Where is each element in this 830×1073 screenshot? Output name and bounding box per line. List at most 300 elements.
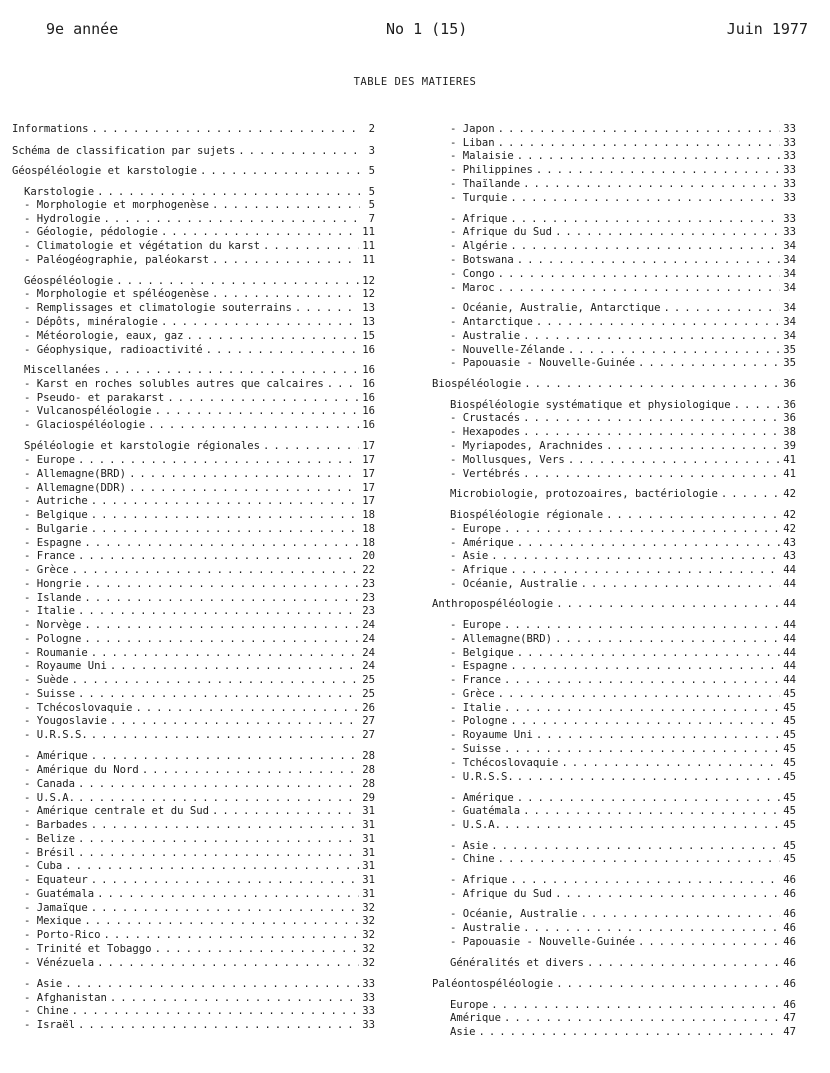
toc-entry-label: Schéma de classification par sujets — [12, 145, 236, 157]
toc-entry-page: 31 — [362, 888, 375, 900]
toc-entry-label: - Royaume Uni — [450, 729, 533, 741]
dot-leader — [536, 316, 780, 329]
toc-entry-label: - Myriapodes, Arachnides — [450, 440, 604, 452]
toc-entry-page: 32 — [362, 915, 375, 927]
dot-leader — [498, 268, 781, 281]
dot-leader — [536, 164, 780, 177]
toc-entry-label: - Mexique — [24, 915, 82, 927]
dot-leader — [510, 660, 780, 673]
toc-entry-page: 31 — [362, 805, 375, 817]
toc-entry-page: 33 — [783, 137, 796, 149]
toc-entry — [450, 537, 796, 550]
toc-entry — [450, 412, 796, 425]
toc-entry-label: - Asie — [450, 550, 489, 562]
toc-entry-page: 12 — [362, 275, 375, 287]
dot-leader — [523, 412, 780, 425]
toc-entry-page: 20 — [362, 550, 375, 562]
toc-entry-label: - Vertébrés — [450, 468, 521, 480]
toc-entry-page: 33 — [362, 992, 375, 1004]
toc-entry — [450, 999, 796, 1012]
toc-entry-page: 33 — [783, 150, 796, 162]
toc-entry-label: - Allemagne(BRD) — [450, 633, 553, 645]
toc-entry-page: 44 — [783, 578, 796, 590]
toc-entry — [450, 874, 796, 887]
toc-entry-page: 41 — [783, 468, 796, 480]
toc-entry-label: - Amérique du Nord — [24, 764, 139, 776]
toc-entry-label: Miscellanées — [24, 364, 101, 376]
toc-entry-page: 2 — [368, 123, 375, 135]
toc-entry — [450, 792, 796, 805]
toc-entry-page: 13 — [362, 316, 375, 328]
toc-entry-page: 23 — [362, 578, 375, 590]
toc-entry-page: 46 — [783, 936, 796, 948]
dot-leader — [498, 853, 781, 866]
toc-entry — [450, 936, 796, 949]
toc-entry-label: - Botswana — [450, 254, 514, 266]
toc-entry — [432, 378, 796, 391]
dot-leader — [523, 178, 780, 191]
toc-entry — [450, 426, 796, 439]
toc-entry-page: 13 — [362, 302, 375, 314]
toc-entry-label: - Congo — [450, 268, 495, 280]
dot-leader — [638, 936, 780, 949]
toc-entry-label: - Guatémala — [24, 888, 95, 900]
toc-entry — [450, 523, 796, 536]
toc-entry-page: 33 — [362, 1019, 375, 1031]
toc-entry-label: - Pseudo- et parakarst — [24, 392, 165, 404]
toc-entry — [450, 619, 796, 632]
toc-entry-label: - Guatémala — [450, 805, 521, 817]
dot-leader — [498, 688, 781, 701]
toc-entry-label: - Belgique — [450, 647, 514, 659]
toc-entry-page: 33 — [783, 226, 796, 238]
toc-entry-label: Informations — [12, 123, 89, 135]
toc-entry-page: 47 — [783, 1012, 796, 1024]
toc-entry-page: 33 — [783, 164, 796, 176]
toc-entry-page: 44 — [783, 660, 796, 672]
toc-entry-label: - Asie — [450, 840, 489, 852]
toc-entry — [450, 137, 796, 150]
toc-entry — [450, 840, 796, 853]
dot-leader — [523, 330, 780, 343]
toc-entry — [450, 660, 796, 673]
toc-entry-page: 24 — [362, 619, 375, 631]
toc-entry-label: - Roumanie — [24, 647, 88, 659]
toc-entry — [450, 729, 796, 742]
toc-entry-label: Géospéléologie — [24, 275, 114, 287]
dot-leader — [663, 302, 780, 315]
toc-entry-label: - Malaisie — [450, 150, 514, 162]
toc-entry-page: 27 — [362, 715, 375, 727]
toc-entry-page: 18 — [362, 537, 375, 549]
toc-entry-page: 44 — [783, 633, 796, 645]
toc-entry — [450, 1026, 796, 1039]
dot-leader — [734, 399, 781, 412]
toc-entry — [450, 702, 796, 715]
toc-entry-page: 32 — [362, 929, 375, 941]
toc-entry — [450, 819, 796, 832]
toc-entry-page: 5 — [368, 165, 375, 177]
toc-entry-page: 32 — [362, 902, 375, 914]
toc-entry-label: - Maroc — [450, 282, 495, 294]
toc-entry — [450, 957, 796, 970]
toc-entry-page: 17 — [362, 468, 375, 480]
toc-entry-label: - Allemagne(DDR) — [24, 482, 127, 494]
toc-entry — [450, 344, 796, 357]
dot-leader — [523, 426, 780, 439]
dot-leader — [510, 564, 780, 577]
dot-leader — [606, 509, 780, 522]
toc-entry-label: - Islande — [24, 592, 82, 604]
toc-entry-label: - Australie — [450, 922, 521, 934]
toc-entry-label: - Karst en roches solubles autres que calcaires — [24, 378, 324, 390]
toc-entry-label: - Tchécoslovaquie — [24, 702, 133, 714]
toc-entry-label: - U.S.A. — [450, 819, 502, 831]
dot-leader — [491, 999, 780, 1012]
toc-entry-page: 46 — [783, 922, 796, 934]
toc-entry-page: 44 — [783, 619, 796, 631]
toc-entry-page: 17 — [362, 495, 375, 507]
toc-entry-page: 16 — [362, 344, 375, 356]
toc-entry-label: - Bulgarie — [24, 523, 88, 535]
toc-entry-label: - Europe — [450, 619, 502, 631]
toc-entry-page: 23 — [362, 605, 375, 617]
toc-entry-page: 34 — [783, 282, 796, 294]
toc-entry — [450, 1012, 796, 1025]
toc-entry — [450, 213, 796, 226]
toc-entry — [450, 633, 796, 646]
toc-entry-label: - Italie — [24, 605, 76, 617]
toc-entry-page: 16 — [362, 364, 375, 376]
toc-entry-label: - Belgique — [24, 509, 88, 521]
toc-entry-page: 31 — [362, 874, 375, 886]
toc-entry — [450, 688, 796, 701]
toc-entry-page: 15 — [362, 330, 375, 342]
toc-entry-page: 46 — [783, 888, 796, 900]
toc-entry-page: 11 — [362, 240, 375, 252]
toc-entry-page: 45 — [783, 840, 796, 852]
toc-entry — [450, 440, 796, 453]
dot-leader — [555, 226, 780, 239]
dot-leader — [510, 715, 780, 728]
toc-entry-page: 45 — [783, 743, 796, 755]
dot-leader — [606, 440, 780, 453]
toc-entry-page: 25 — [362, 674, 375, 686]
toc-entry-label: - Afrique — [450, 564, 508, 576]
toc-entry-label: - Papouasie - Nouvelle-Guinée — [450, 357, 635, 369]
toc-entry-label: - Glaciospéléologie — [24, 419, 146, 431]
toc-entry-page: 3 — [368, 145, 375, 157]
toc-entry-page: 45 — [783, 729, 796, 741]
toc-entry-page: 24 — [362, 660, 375, 672]
toc-entry — [450, 192, 796, 205]
toc-entry-page: 17 — [362, 454, 375, 466]
dot-leader — [517, 150, 780, 163]
dot-leader — [517, 254, 780, 267]
toc-entry-page: 16 — [362, 378, 375, 390]
toc-entry-label: - Hexapodes — [450, 426, 521, 438]
toc-entry-label: - Vénézuela — [24, 957, 95, 969]
toc-entry-label: - Grèce — [450, 688, 495, 700]
toc-entry-page: 22 — [362, 564, 375, 576]
dot-leader — [561, 757, 780, 770]
toc-entry-page: 34 — [783, 330, 796, 342]
toc-entry-label: - Crustacés — [450, 412, 521, 424]
toc-entry-label: Europe — [450, 999, 489, 1011]
toc-entry-page: 35 — [783, 344, 796, 356]
toc-entry-page: 32 — [362, 943, 375, 955]
toc-entry — [450, 282, 796, 295]
toc-entry-page: 42 — [783, 509, 796, 521]
toc-entry-label: Karstologie — [24, 186, 95, 198]
dot-leader — [581, 908, 781, 921]
toc-entry-label: - Turquie — [450, 192, 508, 204]
toc-entry-page: 45 — [783, 819, 796, 831]
toc-entry-page: 45 — [783, 715, 796, 727]
toc-entry — [450, 123, 796, 136]
toc-entry — [450, 268, 796, 281]
toc-entry — [450, 240, 796, 253]
toc-entry-page: 31 — [362, 819, 375, 831]
toc-entry-label: - Cuba — [24, 860, 63, 872]
toc-entry-label: - Thaïlande — [450, 178, 521, 190]
toc-entry-label: - Tchécoslovaquie — [450, 757, 559, 769]
dot-leader — [504, 743, 780, 756]
toc-entry-page: 43 — [783, 537, 796, 549]
toc-entry-page: 46 — [783, 978, 796, 990]
toc-entry-page: 33 — [783, 123, 796, 135]
toc-entry-label: - Espagne — [450, 660, 508, 672]
dot-leader — [504, 702, 780, 715]
toc-entry-label: - Climatologie et végétation du karst — [24, 240, 260, 252]
toc-entry-page: 31 — [362, 847, 375, 859]
toc-entry-label: - Suisse — [450, 743, 502, 755]
toc-entry-label: - Grèce — [24, 564, 69, 576]
toc-entry-label: - Porto-Rico — [24, 929, 101, 941]
toc-entry-page: 34 — [783, 268, 796, 280]
toc-entry-label: - Mollusques, Vers — [450, 454, 565, 466]
toc-entry-label: - Remplissages et climatologie souterrains — [24, 302, 292, 314]
dot-leader — [517, 771, 780, 784]
toc-entry-label: Asie — [450, 1026, 476, 1038]
toc-entry-page: 16 — [362, 405, 375, 417]
toc-entry-page: 35 — [783, 357, 796, 369]
toc-entry-label: - Chine — [450, 853, 495, 865]
toc-entry-page: 24 — [362, 647, 375, 659]
toc-entry-page: 38 — [783, 426, 796, 438]
toc-entry-page: 45 — [783, 792, 796, 804]
dot-leader — [523, 468, 780, 481]
toc-entry-page: 41 — [783, 454, 796, 466]
toc-entry-page: 47 — [783, 1026, 796, 1038]
toc-entry-page: 23 — [362, 592, 375, 604]
issue-date: Juin 1977 — [726, 20, 808, 38]
dot-leader — [504, 1012, 780, 1025]
toc-entry — [450, 488, 796, 501]
toc-entry-label: - Algérie — [450, 240, 508, 252]
toc-entry — [450, 647, 796, 660]
toc-entry — [450, 743, 796, 756]
toc-entry-page: 46 — [783, 957, 796, 969]
toc-entry-label: - Belize — [24, 833, 76, 845]
dot-leader — [587, 957, 780, 970]
toc-entry-page: 11 — [362, 254, 375, 266]
toc-entry-label: - Asie — [24, 978, 63, 990]
toc-entry-page: 31 — [362, 860, 375, 872]
toc-entry-label: - Norvège — [24, 619, 82, 631]
toc-entry-label: - Espagne — [24, 537, 82, 549]
toc-entry-page: 45 — [783, 805, 796, 817]
dot-leader — [638, 357, 780, 370]
page-title: TABLE DES MATIERES — [353, 76, 477, 88]
toc-entry-label: - Suède — [24, 674, 69, 686]
toc-entry-label: - Paléogéographie, paléokarst — [24, 254, 209, 266]
toc-entry-label: - Vulcanospéléologie — [24, 405, 152, 417]
toc-entry-label: - Dépôts, minéralogie — [24, 316, 158, 328]
toc-entry-label: - Afrique du Sud — [450, 226, 553, 238]
toc-entry-page: 33 — [783, 213, 796, 225]
toc-entry-label: - Israël — [24, 1019, 76, 1031]
toc-entry-page: 33 — [362, 1005, 375, 1017]
toc-entry-page: 17 — [362, 482, 375, 494]
issue-number: No 1 (15) — [386, 20, 468, 38]
toc-entry — [450, 805, 796, 818]
toc-entry-label: - Pologne — [24, 633, 82, 645]
toc-entry — [450, 330, 796, 343]
dot-leader — [498, 282, 781, 295]
toc-entry-label: - Equateur — [24, 874, 88, 886]
toc-entry-page: 32 — [362, 957, 375, 969]
toc-entry-label: Biospéléologie systématique et physiologique — [450, 399, 731, 411]
toc-entry-label: - Liban — [450, 137, 495, 149]
toc-entry-page: 18 — [362, 523, 375, 535]
toc-entry-page: 27 — [362, 729, 375, 741]
dot-leader — [498, 123, 781, 136]
toc-entry-page: 33 — [783, 192, 796, 204]
toc-entry-label: - Papouasie - Nouvelle-Guinée — [450, 936, 635, 948]
toc-entry-label: Biospéléologie régionale — [450, 509, 604, 521]
toc-entry — [450, 757, 796, 770]
dot-leader — [479, 1026, 781, 1039]
dot-leader — [504, 523, 780, 536]
toc-entry-page: 36 — [783, 378, 796, 390]
toc-entry — [450, 254, 796, 267]
toc-entry-page: 18 — [362, 509, 375, 521]
toc-entry-page: 42 — [783, 523, 796, 535]
toc-entry-page: 44 — [783, 564, 796, 576]
dot-leader — [517, 647, 780, 660]
dot-leader — [491, 840, 780, 853]
toc-entry-label: Géospéléologie et karstologie — [12, 165, 197, 177]
dot-leader — [498, 137, 781, 150]
toc-entry-label: - Royaume Uni — [24, 660, 107, 672]
toc-entry-page: 44 — [783, 647, 796, 659]
toc-entry — [450, 454, 796, 467]
toc-entry-page: 16 — [362, 419, 375, 431]
dot-leader — [524, 378, 780, 391]
toc-entry-label: - Hydrologie — [24, 213, 101, 225]
toc-entry — [450, 908, 796, 921]
toc-entry — [450, 888, 796, 901]
toc-entry-label: - Autriche — [24, 495, 88, 507]
dot-leader — [504, 619, 780, 632]
toc-entry-label: - France — [24, 550, 76, 562]
toc-entry-page: 29 — [362, 792, 375, 804]
toc-entry-page: 12 — [362, 288, 375, 300]
toc-entry-page: 28 — [362, 764, 375, 776]
toc-entry-label: - Afghanistan — [24, 992, 107, 1004]
toc-entry-page: 46 — [783, 874, 796, 886]
toc-entry-page: 5 — [368, 199, 375, 211]
issue-label: 9e année — [46, 20, 119, 38]
toc-entry — [450, 564, 796, 577]
toc-entry-label: - Hongrie — [24, 578, 82, 590]
toc-entry-label: - Japon — [450, 123, 495, 135]
toc-entry-label: - Chine — [24, 1005, 69, 1017]
toc-entry-label: - Afrique du Sud — [450, 888, 553, 900]
toc-entry-label: - Italie — [450, 702, 502, 714]
toc-entry-label: - Amérique centrale et du Sud — [24, 805, 209, 817]
toc-entry-label: - France — [450, 674, 502, 686]
toc-entry-page: 33 — [362, 978, 375, 990]
toc-entry-page: 24 — [362, 633, 375, 645]
toc-entry-page: 25 — [362, 688, 375, 700]
toc-entry — [450, 771, 796, 784]
toc-entry — [450, 302, 796, 315]
toc-entry-page: 36 — [783, 399, 796, 411]
toc-entry-page: 39 — [783, 440, 796, 452]
toc-entry-label: - Europe — [24, 454, 76, 466]
toc-entry-page: 31 — [362, 833, 375, 845]
toc-entry-label: - Amérique — [450, 792, 514, 804]
toc-entry — [450, 468, 796, 481]
toc-entry-label: - Suisse — [24, 688, 76, 700]
toc-entry-label: - Océanie, Australie — [450, 908, 578, 920]
dot-leader — [556, 978, 780, 991]
toc-entry — [450, 674, 796, 687]
toc-entry-label: - Pologne — [450, 715, 508, 727]
toc-entry-page: 26 — [362, 702, 375, 714]
toc-entry-label: Paléontospéléologie — [432, 978, 554, 990]
toc-entry-label: Spéléologie et karstologie régionales — [24, 440, 260, 452]
toc-entry-label: - Australie — [450, 330, 521, 342]
toc-entry-label: - Océanie, Australie — [450, 578, 578, 590]
toc-entry-page: 44 — [783, 674, 796, 686]
dot-leader — [504, 674, 780, 687]
toc-entry — [450, 164, 796, 177]
toc-entry-label: - Brésil — [24, 847, 76, 859]
toc-entry — [450, 226, 796, 239]
toc-entry-page: 44 — [783, 598, 796, 610]
toc-entry-label: - U.R.S.S. — [450, 771, 514, 783]
toc-entry-label: - Philippines — [450, 164, 533, 176]
toc-entry-label: Microbiologie, protozoaires, bactériologie — [450, 488, 718, 500]
toc-entry-label: Généralités et divers — [450, 957, 584, 969]
toc-entry-page: 45 — [783, 771, 796, 783]
toc-entry — [450, 150, 796, 163]
toc-entry — [450, 550, 796, 563]
toc-entry — [450, 922, 796, 935]
toc-entry-label: - Canada — [24, 778, 76, 790]
toc-entry-page: 16 — [362, 392, 375, 404]
toc-entry — [432, 978, 796, 991]
toc-entry — [450, 853, 796, 866]
toc-entry-label: - Afrique — [450, 213, 508, 225]
toc-entry-page: 45 — [783, 702, 796, 714]
toc-entry-page: 7 — [368, 213, 375, 225]
toc-entry-label: Amérique — [450, 1012, 502, 1024]
toc-entry-page: 5 — [368, 186, 375, 198]
